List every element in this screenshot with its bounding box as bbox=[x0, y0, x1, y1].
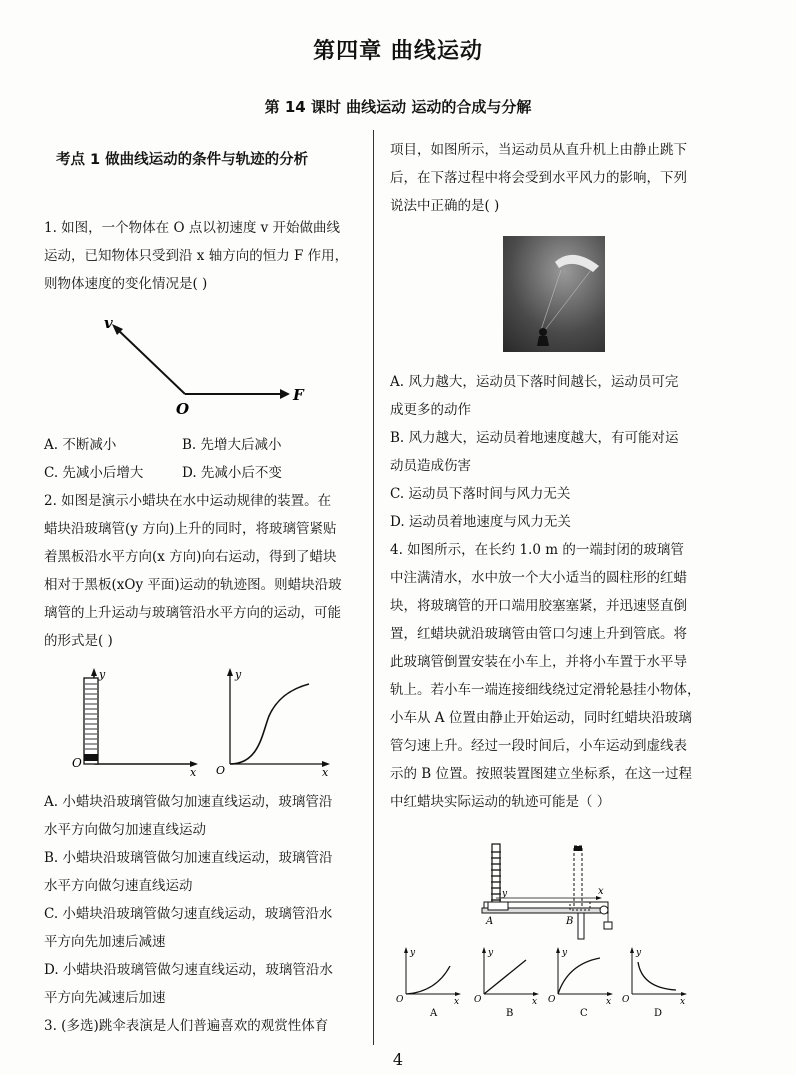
q2-option-line: 平方向先加速后减速 bbox=[44, 934, 166, 950]
q2-option-line: 平方向先减速后加速 bbox=[44, 990, 166, 1006]
q4-line: 中注满清水，水中放一个大小适当的圆柱形的红蜡 bbox=[390, 570, 687, 586]
q1-line: 则物体速度的变化情况是( ) bbox=[44, 276, 208, 292]
graph-a-x: x bbox=[454, 997, 460, 1007]
graph-d-o: O bbox=[622, 995, 630, 1005]
graph-d-x: x bbox=[680, 997, 686, 1007]
graph-d-label: D bbox=[654, 1008, 663, 1019]
q1-line: 运动，已知物体只受到沿 x 轴方向的恒力 F 作用， bbox=[44, 248, 349, 264]
apparatus-y-arrow bbox=[91, 668, 97, 676]
trajectory-label-x: x bbox=[322, 766, 329, 779]
label-y: y bbox=[502, 889, 508, 899]
label-a: A bbox=[486, 916, 494, 927]
curve-c bbox=[558, 958, 600, 994]
label-f: F bbox=[293, 386, 304, 404]
label-x: x bbox=[598, 886, 604, 897]
skydiver-body bbox=[537, 336, 549, 346]
graph-b-y: y bbox=[488, 948, 494, 958]
q3-line: 说法中正确的是( ) bbox=[390, 198, 500, 214]
page-number: 4 bbox=[392, 1050, 404, 1069]
glass-tube bbox=[84, 678, 98, 764]
trajectory-y-arrow bbox=[227, 668, 233, 676]
graph-c bbox=[548, 947, 613, 1019]
q2-option-line: D. 小蜡块沿玻璃管做匀速直线运动，玻璃管沿水 bbox=[44, 962, 333, 978]
apparatus-label-x: x bbox=[190, 766, 197, 779]
photo-background bbox=[503, 236, 605, 352]
q2-option-line: B. 小蜡块沿玻璃管做匀加速直线运动，玻璃管沿 bbox=[44, 850, 333, 866]
q2-option-line: 水平方向做匀速直线运动 bbox=[44, 878, 193, 894]
q4-line: 4. 如图所示，在长约 1.0 m 的一端封闭的玻璃管 bbox=[390, 542, 684, 558]
graph-a-label: A bbox=[430, 1008, 438, 1019]
skydiver-photo bbox=[503, 236, 605, 352]
label-o: O bbox=[176, 400, 190, 418]
graph-b-o: O bbox=[474, 995, 482, 1005]
tube-at-b bbox=[574, 846, 582, 908]
question-2 bbox=[44, 487, 364, 655]
q2-option-line: A. 小蜡块沿玻璃管做匀加速直线运动，玻璃管沿 bbox=[44, 794, 333, 810]
q4-line: 置，红蜡块就沿玻璃管由管口匀速上升到管底。将 bbox=[390, 626, 687, 642]
section-heading: 考点 1 做曲线运动的条件与轨迹的分析 bbox=[56, 152, 309, 168]
q2-line: 的形式是( ) bbox=[44, 633, 113, 649]
q4-line: 管匀速上升。经过一段时间后，小车运动到虚线表 bbox=[390, 738, 687, 754]
question-1 bbox=[44, 214, 364, 298]
q3-option-line: D. 运动员着地速度与风力无关 bbox=[390, 514, 571, 530]
graph-b bbox=[474, 947, 539, 1019]
q2-line: 相对于黑板(xOy 平面)运动的轨迹图。则蜡块沿玻 bbox=[44, 577, 342, 593]
table-leg bbox=[578, 913, 584, 939]
velocity-vector bbox=[116, 328, 185, 394]
trajectory-label-y: y bbox=[235, 668, 242, 681]
label-v: v bbox=[104, 314, 113, 332]
q1-velocity-force-figure bbox=[90, 310, 320, 420]
apparatus-label-y: y bbox=[99, 668, 106, 681]
q2-line: 着黑板沿水平方向(x 方向)向右运动，得到了蜡块 bbox=[44, 549, 337, 565]
q1-options bbox=[44, 431, 364, 487]
curve-a bbox=[406, 966, 450, 994]
q2-line: 璃管的上升运动与玻璃管沿水平方向的运动，可能 bbox=[44, 605, 341, 621]
q2-line: 2. 如图是演示小蜡块在水中运动规律的装置。在 bbox=[44, 493, 332, 509]
wax-block bbox=[84, 754, 98, 761]
q4-apparatus-figure bbox=[478, 838, 618, 942]
q3-option-line: A. 风力越大，运动员下落时间越长，运动员可完 bbox=[390, 374, 679, 390]
q1-option-b: B. 先增大后减小 bbox=[182, 437, 282, 453]
q3-options bbox=[390, 368, 720, 536]
q2-figure bbox=[64, 664, 344, 782]
q4-answer-graphs bbox=[392, 944, 702, 1020]
q2-option-line: 水平方向做匀加速直线运动 bbox=[44, 822, 206, 838]
q3-option-line: 动员造成伤害 bbox=[390, 458, 471, 474]
q2-option-line: C. 小蜡块沿玻璃管做匀速直线运动，玻璃管沿水 bbox=[44, 906, 333, 922]
label-b: B bbox=[566, 916, 574, 927]
cart-a bbox=[488, 902, 508, 910]
q3-line: 项目，如图所示，当运动员从直升机上由静止跳下 bbox=[390, 142, 687, 158]
wax-block-b bbox=[574, 846, 582, 851]
question-3-continued bbox=[390, 136, 720, 220]
skydiver-icon bbox=[539, 328, 547, 336]
force-arrowhead bbox=[280, 389, 290, 399]
q1-option-a: A. 不断减小 bbox=[44, 437, 117, 453]
q3-start-line: 3. (多选)跳伞表演是人们普遍喜欢的观赏性体育 bbox=[44, 1018, 329, 1034]
q4-line: 轨上。若小车一端连接细线绕过定滑轮悬挂小物体， bbox=[390, 682, 701, 698]
graph-c-o: O bbox=[548, 995, 556, 1005]
graph-a-o: O bbox=[396, 995, 404, 1005]
graph-a bbox=[396, 947, 461, 1019]
graph-d bbox=[622, 947, 687, 1019]
q2-line: 蜡块沿玻璃管(y 方向)上升的同时，将玻璃管紧贴 bbox=[44, 521, 337, 537]
graph-c-y: y bbox=[562, 948, 568, 958]
apparatus-label-o: O bbox=[72, 756, 82, 770]
curve-d bbox=[638, 962, 676, 990]
lesson-title: 第 14 课时 曲线运动 运动的合成与分解 bbox=[264, 98, 532, 116]
graph-c-label: C bbox=[580, 1008, 588, 1019]
trajectory-label-o: O bbox=[216, 764, 226, 777]
graph-c-x: x bbox=[606, 997, 612, 1007]
trajectory-curve bbox=[230, 684, 309, 764]
q4-line: 此玻璃管倒置安装在小车上，并将小车置于水平导 bbox=[390, 654, 687, 670]
q4-line: 示的 B 位置。按照装置图建立坐标系，在这一过程 bbox=[390, 766, 693, 782]
question-4 bbox=[390, 536, 720, 816]
q3-option-line: 成更多的动作 bbox=[390, 402, 471, 418]
hanging-weight bbox=[604, 922, 612, 929]
q1-option-c: C. 先减小后增大 bbox=[44, 465, 144, 481]
graph-b-x: x bbox=[532, 997, 538, 1007]
q3-option-line: B. 风力越大，运动员着地速度越大，有可能对运 bbox=[390, 430, 679, 446]
q4-line: 块，将玻璃管的开口端用胶塞塞紧，并迅速竖直倒 bbox=[390, 598, 687, 614]
q4-line: 中红蜡块实际运动的轨迹可能是（ ） bbox=[390, 794, 611, 810]
graph-a-y: y bbox=[410, 948, 416, 958]
curve-b bbox=[484, 960, 526, 994]
chapter-title: 第四章 曲线运动 bbox=[313, 39, 483, 64]
graph-d-y: y bbox=[636, 948, 642, 958]
column-divider bbox=[373, 130, 374, 1045]
q4-line: 小车从 A 位置由静止开始运动，同时红蜡块沿玻璃 bbox=[390, 710, 692, 726]
q1-option-d: D. 先减小后不变 bbox=[182, 465, 282, 481]
pulley-icon bbox=[600, 906, 608, 914]
q1-line: 1. 如图，一个物体在 O 点以初速度 v 开始做曲线 bbox=[44, 220, 341, 236]
graph-b-label: B bbox=[506, 1008, 514, 1019]
q3-line: 后，在下落过程中将会受到水平风力的影响，下列 bbox=[390, 170, 687, 186]
q3-option-line: C. 运动员下落时间与风力无关 bbox=[390, 486, 571, 502]
q2-options bbox=[44, 788, 366, 1040]
